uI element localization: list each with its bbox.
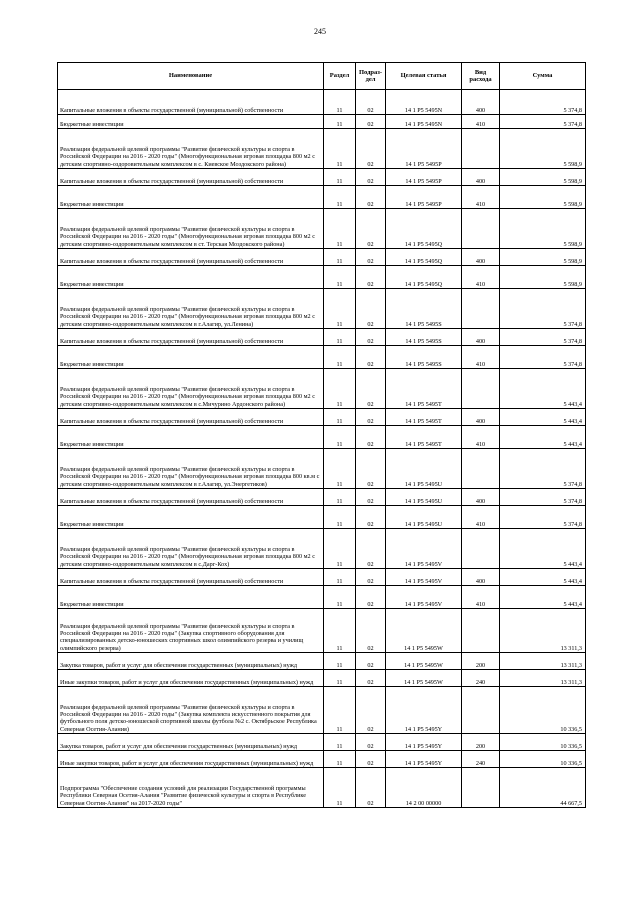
row-sum: 5 598,9 xyxy=(500,249,586,266)
row-sum: 5 374,8 xyxy=(500,346,586,369)
table-row xyxy=(58,653,586,670)
row-subsection: 02 xyxy=(356,169,386,186)
row-name: Капитальные вложения в объекты государственной (муниципальной) собственности xyxy=(58,90,324,115)
row-target: 14 2 00 00000 xyxy=(386,768,462,808)
row-expense-type: 410 xyxy=(462,115,500,129)
row-name: Закупка товаров, работ и услуг для обеспечения государственных (муниципальных) нужд xyxy=(58,653,324,670)
row-expense-type: 400 xyxy=(462,249,500,266)
row-name: Реализация федеральной целевой программы "Развитие физической культуры и спорта в Российской Федерации на 2016 - 2020 годы" (Закупка комплекта искусственного покрытия для футбольного поля детско-юношеской спортивной школы футбола №2 с. Октябрьское Республика Северная Осетия-Алания) xyxy=(58,687,324,734)
row-section: 11 xyxy=(324,186,356,209)
row-name: Капитальные вложения в объекты государственной (муниципальной) собственности xyxy=(58,569,324,586)
row-expense-type xyxy=(462,768,500,808)
row-target: 14 1 P5 5495S xyxy=(386,289,462,329)
row-sum: 5 598,9 xyxy=(500,266,586,289)
table-row xyxy=(58,670,586,687)
row-section: 11 xyxy=(324,586,356,609)
table-row xyxy=(58,409,586,426)
row-target: 14 1 P5 5495W xyxy=(386,670,462,687)
row-sum: 5 443,4 xyxy=(500,569,586,586)
row-section: 11 xyxy=(324,449,356,489)
row-subsection: 02 xyxy=(356,586,386,609)
row-target: 14 1 P5 5495U xyxy=(386,506,462,529)
row-sum: 5 374,8 xyxy=(500,90,586,115)
table-row xyxy=(58,329,586,346)
table-row xyxy=(58,586,586,609)
row-subsection: 02 xyxy=(356,506,386,529)
table-row xyxy=(58,289,586,329)
row-name: Реализация федеральной целевой программы "Развитие физической культуры и спорта в Российской Федерации на 2016 - 2020 годы" (Многофункциональная игровая площадка 800 м2 с детским спортивно-оздоровительным комплексом в г.Алагир, ул.Ленина) xyxy=(58,289,324,329)
row-target: 14 1 P5 5495V xyxy=(386,586,462,609)
row-subsection: 02 xyxy=(356,129,386,169)
row-expense-type xyxy=(462,129,500,169)
row-subsection: 02 xyxy=(356,115,386,129)
row-name: Реализация федеральной целевой программы "Развитие физической культуры и спорта в Российской Федерации на 2016 - 2020 годы" (Многофункциональная игровая площадка 800 кв.м с детским спортивно-оздоровительным комплексом в г.Алагир, ул.Энергетиков) xyxy=(58,449,324,489)
row-subsection: 02 xyxy=(356,90,386,115)
table-row xyxy=(58,449,586,489)
row-subsection: 02 xyxy=(356,329,386,346)
row-sum: 13 311,3 xyxy=(500,609,586,653)
row-expense-type: 200 xyxy=(462,653,500,670)
row-name: Бюджетные инвестиции xyxy=(58,426,324,449)
row-sum: 10 336,5 xyxy=(500,734,586,751)
row-expense-type xyxy=(462,687,500,734)
row-name: Капитальные вложения в объекты государственной (муниципальной) собственности xyxy=(58,249,324,266)
row-name: Бюджетные инвестиции xyxy=(58,186,324,209)
row-subsection: 02 xyxy=(356,346,386,369)
row-name: Капитальные вложения в объекты государственной (муниципальной) собственности xyxy=(58,169,324,186)
row-subsection: 02 xyxy=(356,670,386,687)
row-sum: 44 667,5 xyxy=(500,768,586,808)
row-section: 11 xyxy=(324,506,356,529)
row-target: 14 1 P5 5495P xyxy=(386,129,462,169)
header-name: Наименование xyxy=(58,63,324,90)
row-section: 11 xyxy=(324,266,356,289)
row-subsection: 02 xyxy=(356,687,386,734)
table-row xyxy=(58,734,586,751)
row-target: 14 1 P5 5495N xyxy=(386,90,462,115)
row-section: 11 xyxy=(324,129,356,169)
row-sum: 5 598,9 xyxy=(500,186,586,209)
row-name: Бюджетные инвестиции xyxy=(58,586,324,609)
row-section: 11 xyxy=(324,346,356,369)
row-sum: 10 336,5 xyxy=(500,687,586,734)
row-name: Капитальные вложения в объекты государственной (муниципальной) собственности xyxy=(58,489,324,506)
row-sum: 5 374,8 xyxy=(500,289,586,329)
row-target: 14 1 P5 5495T xyxy=(386,409,462,426)
row-section: 11 xyxy=(324,369,356,409)
row-section: 11 xyxy=(324,529,356,569)
row-subsection: 02 xyxy=(356,289,386,329)
row-name: Бюджетные инвестиции xyxy=(58,266,324,289)
row-section: 11 xyxy=(324,329,356,346)
row-section: 11 xyxy=(324,670,356,687)
row-sum: 5 598,9 xyxy=(500,129,586,169)
table-row xyxy=(58,346,586,369)
row-name: Реализация федеральной целевой программы "Развитие физической культуры и спорта в Российской Федерации на 2016 - 2020 годы" (Многофункциональная игровая площадка 800 м2 с детским спортивно-оздоровительным комплексом в ст. Терская Моздокского района) xyxy=(58,209,324,249)
row-sum: 5 443,4 xyxy=(500,409,586,426)
table-row xyxy=(58,609,586,653)
row-name: Реализация федеральной целевой программы "Развитие физической культуры и спорта в Российской Федерации на 2016 - 2020 годы" (Многофункциональная игровая площадка 800 м2 с детским спортивно-оздоровительным комплексом в с.Мичурино Ардонского района) xyxy=(58,369,324,409)
table-row xyxy=(58,369,586,409)
row-sum: 5 374,8 xyxy=(500,506,586,529)
table-row xyxy=(58,115,586,129)
row-section: 11 xyxy=(324,609,356,653)
row-section: 11 xyxy=(324,687,356,734)
table-row xyxy=(58,751,586,768)
row-expense-type: 410 xyxy=(462,346,500,369)
table-row xyxy=(58,506,586,529)
row-subsection: 02 xyxy=(356,449,386,489)
row-expense-type: 410 xyxy=(462,186,500,209)
table-row xyxy=(58,529,586,569)
row-target: 14 1 P5 5495P xyxy=(386,186,462,209)
row-section: 11 xyxy=(324,289,356,329)
header-subsection: Подраз-дел xyxy=(356,63,386,90)
row-sum: 5 374,8 xyxy=(500,115,586,129)
row-sum: 5 374,8 xyxy=(500,329,586,346)
row-name: Капитальные вложения в объекты государственной (муниципальной) собственности xyxy=(58,409,324,426)
row-target: 14 1 P5 5495V xyxy=(386,529,462,569)
row-subsection: 02 xyxy=(356,209,386,249)
row-target: 14 1 P5 5495W xyxy=(386,609,462,653)
row-expense-type: 410 xyxy=(462,506,500,529)
row-sum: 5 598,9 xyxy=(500,209,586,249)
table-row xyxy=(58,209,586,249)
row-subsection: 02 xyxy=(356,609,386,653)
row-subsection: 02 xyxy=(356,426,386,449)
row-target: 14 1 P5 5495S xyxy=(386,346,462,369)
table-row xyxy=(58,249,586,266)
row-sum: 13 311,3 xyxy=(500,653,586,670)
table-header-row xyxy=(58,63,586,90)
header-sum: Сумма xyxy=(500,63,586,90)
row-sum: 13 311,3 xyxy=(500,670,586,687)
row-target: 14 1 P5 5495U xyxy=(386,449,462,489)
row-name: Реализация федеральной целевой программы "Развитие физической культуры и спорта в Российской Федерации на 2016 - 2020 годы" (Закупка спортивного оборудования для специализированных детско-юношеских спортивных школ олимпийского резерва и училищ олимпийского резерва) xyxy=(58,609,324,653)
row-section: 11 xyxy=(324,569,356,586)
row-expense-type: 400 xyxy=(462,569,500,586)
row-expense-type: 200 xyxy=(462,734,500,751)
row-subsection: 02 xyxy=(356,409,386,426)
row-target: 14 1 P5 5495Y xyxy=(386,687,462,734)
row-target: 14 1 P5 5495N xyxy=(386,115,462,129)
row-name: Реализация федеральной целевой программы "Развитие физической культуры и спорта в Российской Федерации на 2016 - 2020 годы" (Многофункциональная игровая площадка 800 м2 с детским спортивно-оздоровительным комплексом в с. Киевское Моздокского района) xyxy=(58,129,324,169)
row-section: 11 xyxy=(324,426,356,449)
row-name: Реализация федеральной целевой программы "Развитие физической культуры и спорта в Российской Федерации на 2016 - 2020 годы" (Многофункциональная игровая площадка 800 м2 с детским спортивно-оздоровительным комплексом в с.Дарг-Кох) xyxy=(58,529,324,569)
row-name: Бюджетные инвестиции xyxy=(58,115,324,129)
row-expense-type xyxy=(462,449,500,489)
row-section: 11 xyxy=(324,169,356,186)
row-section: 11 xyxy=(324,489,356,506)
row-expense-type: 410 xyxy=(462,266,500,289)
table-row xyxy=(58,266,586,289)
row-section: 11 xyxy=(324,751,356,768)
row-name: Капитальные вложения в объекты государственной (муниципальной) собственности xyxy=(58,329,324,346)
row-name: Бюджетные инвестиции xyxy=(58,506,324,529)
table-row xyxy=(58,569,586,586)
table-row xyxy=(58,90,586,115)
row-target: 14 1 P5 5495Y xyxy=(386,734,462,751)
table-row xyxy=(58,489,586,506)
row-sum: 5 443,4 xyxy=(500,426,586,449)
row-expense-type: 400 xyxy=(462,169,500,186)
header-section: Раздел xyxy=(324,63,356,90)
row-sum: 5 374,8 xyxy=(500,449,586,489)
row-subsection: 02 xyxy=(356,249,386,266)
row-expense-type: 410 xyxy=(462,586,500,609)
row-sum: 5 374,8 xyxy=(500,489,586,506)
row-expense-type xyxy=(462,209,500,249)
row-expense-type xyxy=(462,529,500,569)
row-sum: 5 443,4 xyxy=(500,529,586,569)
row-subsection: 02 xyxy=(356,186,386,209)
budget-table xyxy=(57,62,586,808)
row-subsection: 02 xyxy=(356,653,386,670)
row-sum: 10 336,5 xyxy=(500,751,586,768)
table-row xyxy=(58,169,586,186)
row-section: 11 xyxy=(324,734,356,751)
row-sum: 5 598,9 xyxy=(500,169,586,186)
row-target: 14 1 P5 5495T xyxy=(386,426,462,449)
row-expense-type xyxy=(462,369,500,409)
row-subsection: 02 xyxy=(356,489,386,506)
row-name: Бюджетные инвестиции xyxy=(58,346,324,369)
page-number: 245 xyxy=(314,27,326,36)
row-expense-type: 400 xyxy=(462,489,500,506)
row-expense-type xyxy=(462,609,500,653)
table-row xyxy=(58,129,586,169)
row-section: 11 xyxy=(324,209,356,249)
row-section: 11 xyxy=(324,409,356,426)
row-subsection: 02 xyxy=(356,529,386,569)
row-target: 14 1 P5 5495T xyxy=(386,369,462,409)
row-subsection: 02 xyxy=(356,751,386,768)
row-expense-type: 400 xyxy=(462,409,500,426)
row-target: 14 1 P5 5495Y xyxy=(386,751,462,768)
table-row xyxy=(58,687,586,734)
row-target: 14 1 P5 5495Q xyxy=(386,249,462,266)
table-row xyxy=(58,426,586,449)
header-expense-type: Вид расхода xyxy=(462,63,500,90)
row-target: 14 1 P5 5495Q xyxy=(386,209,462,249)
row-sum: 5 443,4 xyxy=(500,586,586,609)
row-expense-type xyxy=(462,289,500,329)
row-target: 14 1 P5 5495Q xyxy=(386,266,462,289)
row-name: Иные закупки товаров, работ и услуг для обеспечения государственных (муниципальных) нужд xyxy=(58,670,324,687)
row-section: 11 xyxy=(324,90,356,115)
row-subsection: 02 xyxy=(356,569,386,586)
row-target: 14 1 P5 5495P xyxy=(386,169,462,186)
row-expense-type: 410 xyxy=(462,426,500,449)
row-expense-type: 240 xyxy=(462,670,500,687)
row-section: 11 xyxy=(324,249,356,266)
row-target: 14 1 P5 5495W xyxy=(386,653,462,670)
row-target: 14 1 P5 5495V xyxy=(386,569,462,586)
row-section: 11 xyxy=(324,115,356,129)
table-row xyxy=(58,186,586,209)
row-expense-type: 400 xyxy=(462,90,500,115)
row-expense-type: 400 xyxy=(462,329,500,346)
header-target: Целевая статья xyxy=(386,63,462,90)
row-section: 11 xyxy=(324,768,356,808)
row-subsection: 02 xyxy=(356,768,386,808)
row-name: Подпрограмма "Обеспечение создания условий для реализации Государственной программы Республики Северная Осетия-Алания "Развитие физической культуры и спорта в Республике Северная Осетия-Алания" на 2017-2020 годы" xyxy=(58,768,324,808)
row-target: 14 1 P5 5495S xyxy=(386,329,462,346)
row-target: 14 1 P5 5495U xyxy=(386,489,462,506)
row-subsection: 02 xyxy=(356,266,386,289)
row-name: Закупка товаров, работ и услуг для обеспечения государственных (муниципальных) нужд xyxy=(58,734,324,751)
row-expense-type: 240 xyxy=(462,751,500,768)
row-sum: 5 443,4 xyxy=(500,369,586,409)
row-name: Иные закупки товаров, работ и услуг для обеспечения государственных (муниципальных) нужд xyxy=(58,751,324,768)
row-subsection: 02 xyxy=(356,734,386,751)
row-section: 11 xyxy=(324,653,356,670)
table-row xyxy=(58,768,586,808)
row-subsection: 02 xyxy=(356,369,386,409)
